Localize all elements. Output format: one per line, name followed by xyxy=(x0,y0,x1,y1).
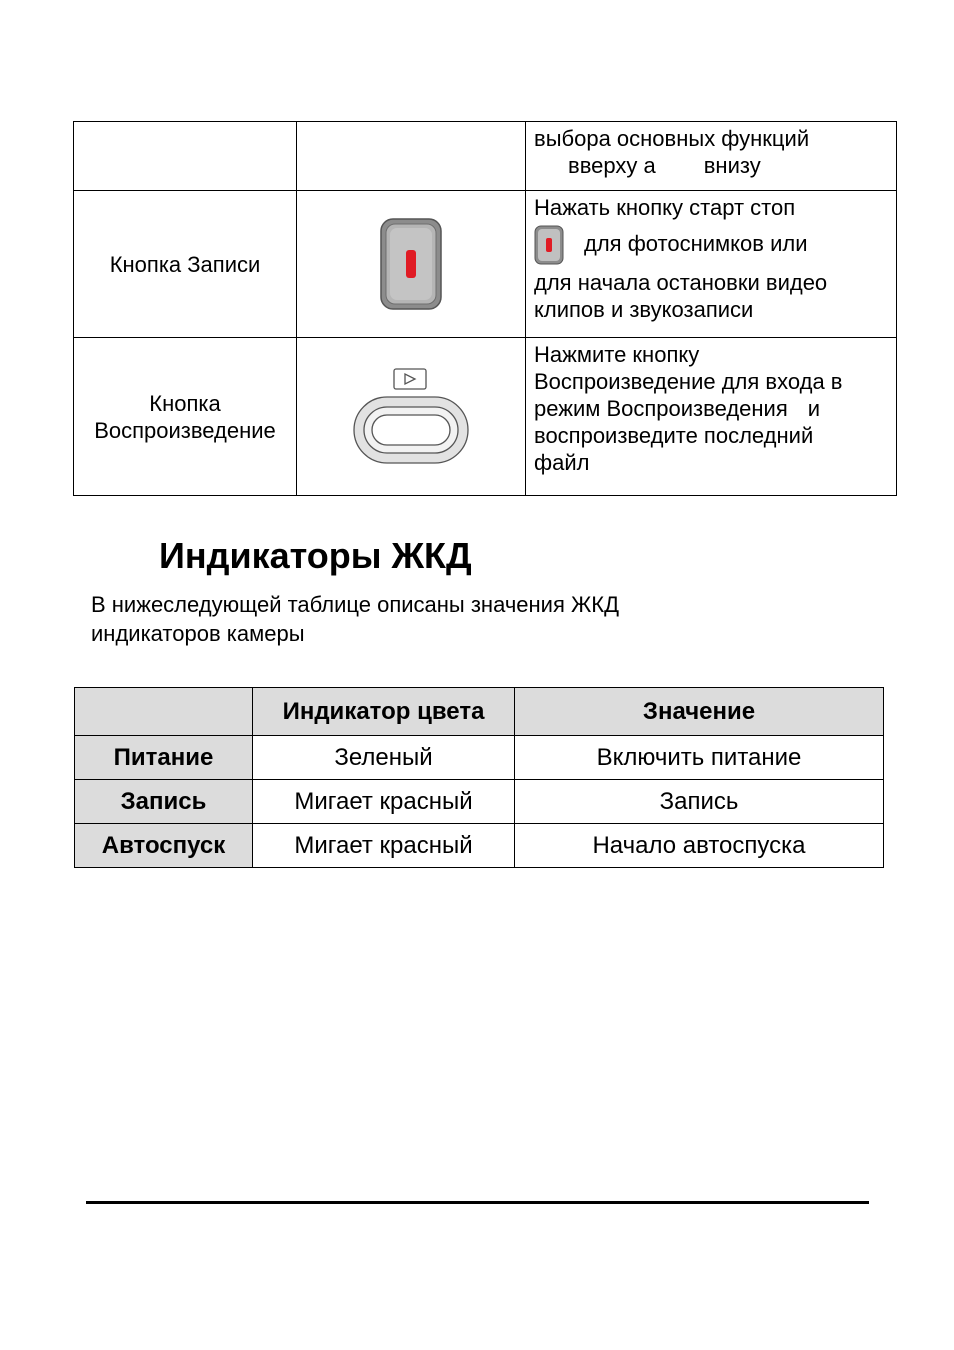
description-line: клипов и звукозаписи xyxy=(534,297,754,322)
record-button-icon xyxy=(379,217,443,311)
row-label: Питание xyxy=(75,736,253,780)
indicator-color: Зеленый xyxy=(253,736,515,780)
row-label: Запись xyxy=(75,780,253,824)
indicator-meaning: Начало автоспуска xyxy=(515,824,884,868)
button-name-cell xyxy=(74,338,297,496)
indicator-color: Мигает красный xyxy=(253,780,515,824)
table-header-row xyxy=(75,688,884,736)
description-line: вверху а внизу xyxy=(568,153,761,178)
description-line: режим Воспроизведения и xyxy=(534,396,821,421)
description-line: воспроизведите последний xyxy=(534,423,814,448)
button-icon-cell xyxy=(297,122,526,191)
button-name-line: Кнопка xyxy=(149,390,221,416)
intro-line: В нижеследующей таблице описаны значения ЖКД xyxy=(91,592,620,617)
table-row xyxy=(75,824,884,868)
column-header: Значение xyxy=(515,688,884,736)
column-header xyxy=(75,688,253,736)
table-row xyxy=(74,338,897,496)
button-description-cell xyxy=(526,122,897,191)
button-icon-cell xyxy=(297,338,526,496)
description-line: файл xyxy=(534,450,590,475)
playback-button-icon xyxy=(350,367,472,467)
description-line: для фотоснимков или xyxy=(534,225,892,265)
button-description-cell xyxy=(526,338,897,496)
intro-paragraph xyxy=(91,590,851,648)
indicator-color: Мигает красный xyxy=(253,824,515,868)
record-button-icon xyxy=(534,225,564,265)
button-name-line: Воспроизведение xyxy=(94,417,276,443)
table-row xyxy=(75,736,884,780)
row-label: Автоспуск xyxy=(75,824,253,868)
column-header: Индикатор цвета xyxy=(253,688,515,736)
section-title: Индикаторы ЖКД xyxy=(159,535,472,576)
indicator-meaning: Включить питание xyxy=(515,736,884,780)
button-icon-cell xyxy=(297,191,526,338)
table-row xyxy=(74,122,897,191)
indicator-meaning: Запись xyxy=(515,780,884,824)
button-description-cell xyxy=(526,191,897,338)
description-line: Воспроизведение для входа в xyxy=(534,369,843,394)
description-line: Нажмите кнопку xyxy=(534,342,700,367)
button-name-cell xyxy=(74,122,297,191)
button-name-cell: Кнопка Записи xyxy=(74,191,297,338)
intro-line: индикаторов камеры xyxy=(91,621,305,646)
footer-divider xyxy=(86,1201,869,1204)
table-row xyxy=(74,191,897,338)
description-line: Нажать кнопку старт стоп xyxy=(534,195,796,220)
description-line: для начала остановки видео xyxy=(534,270,828,295)
indicators-table xyxy=(74,687,884,868)
description-line: выбора основных функций xyxy=(534,126,810,151)
buttons-table xyxy=(73,121,897,496)
table-row xyxy=(75,780,884,824)
